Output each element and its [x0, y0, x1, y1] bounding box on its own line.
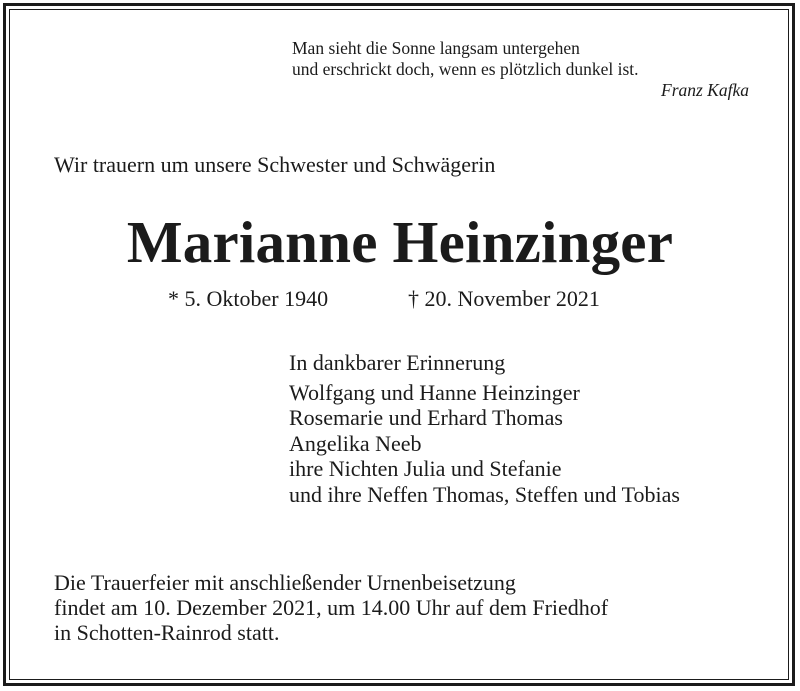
mourner-name: Angelika Neeb — [289, 430, 422, 456]
intro-text: Wir trauern um unsere Schwester und Schwägerin — [54, 152, 496, 177]
mourner-name: ihre Nichten Julia und Stefanie — [289, 456, 562, 481]
deceased-name: Marianne Heinzinger — [126, 209, 674, 275]
mourner-name: Wolfgang und Hanne Heinzinger — [289, 379, 580, 405]
mourner-name: Rosemarie und Erhard Thomas — [289, 405, 563, 430]
epigraph-quote — [292, 38, 762, 101]
funeral-line: Die Trauerfeier mit anschließender Urnenbeisetzung — [54, 570, 516, 595]
death-date: † 20. November 2021 — [408, 286, 600, 311]
quote-line: und erschrickt doch, wenn es plötzlich dunkel ist. — [292, 59, 639, 79]
birth-date: * 5. Oktober 1940 — [168, 286, 329, 311]
quote-author: Franz Kafka — [661, 80, 749, 100]
mourner-name: und ihre Neffen Thomas, Steffen und Tobias — [289, 481, 680, 507]
mourners-heading: In dankbarer Erinnerung — [289, 350, 506, 375]
mourners-block — [289, 350, 680, 507]
quote-line: Man sieht die Sonne langsam untergehen — [292, 38, 580, 58]
funeral-notice — [54, 570, 608, 645]
funeral-line: in Schotten-Rainrod statt. — [54, 620, 280, 645]
funeral-line: findet am 10. Dezember 2021, um 14.00 Uhr auf dem Friedhof — [54, 595, 609, 620]
